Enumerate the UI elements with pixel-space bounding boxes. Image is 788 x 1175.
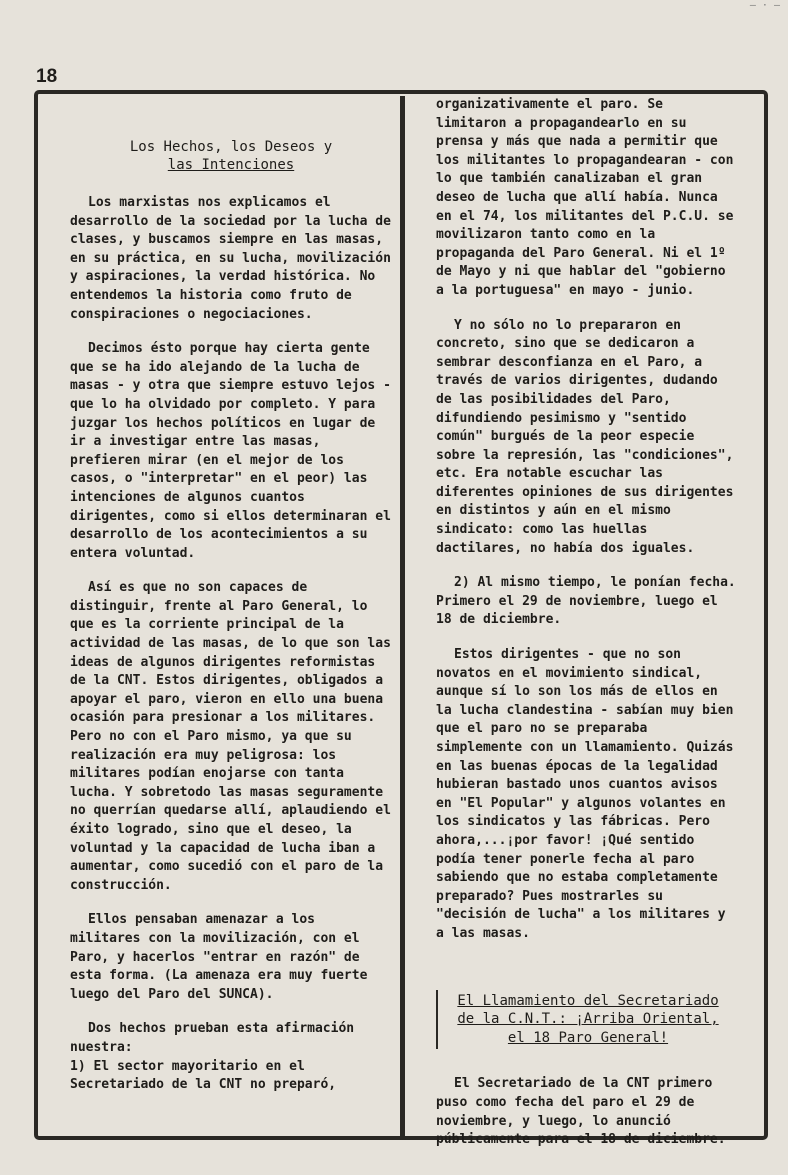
left-heading-line1: Los Hechos, los Deseos y (129, 139, 333, 155)
page-edge-marks: — · — (749, 0, 780, 11)
right-heading-line2: de la C.N.T.: ¡Arriba Oriental, (457, 1011, 719, 1028)
left-column (70, 138, 392, 1111)
paragraph: El Secretariado de la CNT primero puso como fecha del paro el 29 de noviembre, y luego, lo anunció públicamente para el 18 de diciembre. (436, 1076, 726, 1148)
paragraph: 2) Al mismo tiempo, le ponían fecha. Primero el 29 de noviembre, luego el 18 de diciembre. (436, 575, 736, 628)
paragraph: Los marxistas nos explicamos el desarrollo de la sociedad por la lucha de clases, y buscamos siempre en las masas, en su práctica, en su lucha, movilización y aspiraciones, la verdad histórica. No entendemos la historia como fruto de conspiraciones o negociaciones. (70, 195, 391, 322)
left-heading-line2: las Intenciones (167, 157, 295, 173)
right-heading-line1: El Llamamiento del Secretariado (457, 992, 719, 1009)
left-heading (70, 138, 392, 174)
right-column (436, 96, 738, 1166)
paragraph: Así es que no son capaces de distinguir, frente al Paro General, lo que es la corriente principal de la actividad de las masas, de lo que son las ideas de algunos dirigentes reformistas de la CNT. Estos dirigentes, obligados a apoyar el paro, vieron en ello una buena ocasión para presionar a los militares. Pero no con el Paro mismo, ya que su realización era muy peligrosa: los militares podían enojarse con tanta lucha. Y sobretodo las masas seguramente no querrían quedarse allí, aplaudiendo el éxito logrado, sino que el deseo, la voluntad y la capacidad de lucha iban a aumentar, como sucedió con el paro de la construcción. (70, 580, 391, 893)
paragraph: Dos hechos prueban esta afirmación nuestra: 1) El sector mayoritario en el Secretariado de la CNT no preparó, (70, 1021, 355, 1093)
paragraph: Estos dirigentes - que no son novatos en el movimiento sindical, aunque sí lo son los más de ellos en la lucha clandestina - sabían muy bien que el paro no se preparaba simplemente con un llamamiento. Quizás en las buenas épocas de la legalidad hubieran bastado unos cuantos avisos en "El Popular" y algunos volantes en los sindicatos y las fábricas. Pero ahora,...¡por favor! ¡Qué sentido podía tener ponerle fecha al paro sabiendo que no estaba completamente preparado? Pues mostrarles su "decisión de lucha" a los militares y a las masas. (436, 647, 734, 941)
paragraph: Y no sólo no lo prepararon en concreto, sino que se dedicaron a sembrar desconfianza en el Paro, a través de varios dirigentes, dudando de las posibilidades del Paro, difundiendo pesimismo y "sentido común" burgués de la peor especie sobre la represión, las "condiciones", etc. Era notable escuchar las diferentes opiniones de sus dirigentes en distintos y aún en el mismo sindicato: como las huellas dactilares, no había dos iguales. (436, 317, 734, 556)
right-heading-line3: el 18 Paro General! (507, 1029, 669, 1046)
paragraph: organizativamente el paro. Se limitaron a propagandearlo en su prensa y más que nada a permitir que los militantes lo propagandearan - con lo que también canalizaban el gran deseo de lucha que allí había. Nunca en el 74, los militantes del P.C.U. se movilizaron tanto como en la propaganda del Paro General. Ni el 1º de Mayo y ni que hablar del "gobierno a la portuguesa" en mayo - junio. (436, 97, 734, 298)
right-heading (436, 990, 738, 1050)
paragraph: Decimos ésto porque hay cierta gente que se ha ido alejando de la lucha de masas - y otra que siempre estuvo lejos - que lo ha olvidado por completo. Y para juzgar los hechos políticos en lugar de ir a investigar entre las masas, prefieren mirar (en el mejor de los casos, o "interpretar" en el peor) las intenciones de algunos cuantos dirigentes, como si ellos determinaran el desarrollo de los acontecimientos a su entera voluntad. (70, 341, 391, 561)
paragraph: Ellos pensaban amenazar a los militares con la movilización, con el Paro, y hacerlos "entrar en razón" de esta forma. (La amenaza era muy fuerte luego del Paro del SUNCA). (70, 912, 368, 1002)
page-number: 18 (36, 66, 58, 87)
column-divider (400, 96, 405, 1136)
